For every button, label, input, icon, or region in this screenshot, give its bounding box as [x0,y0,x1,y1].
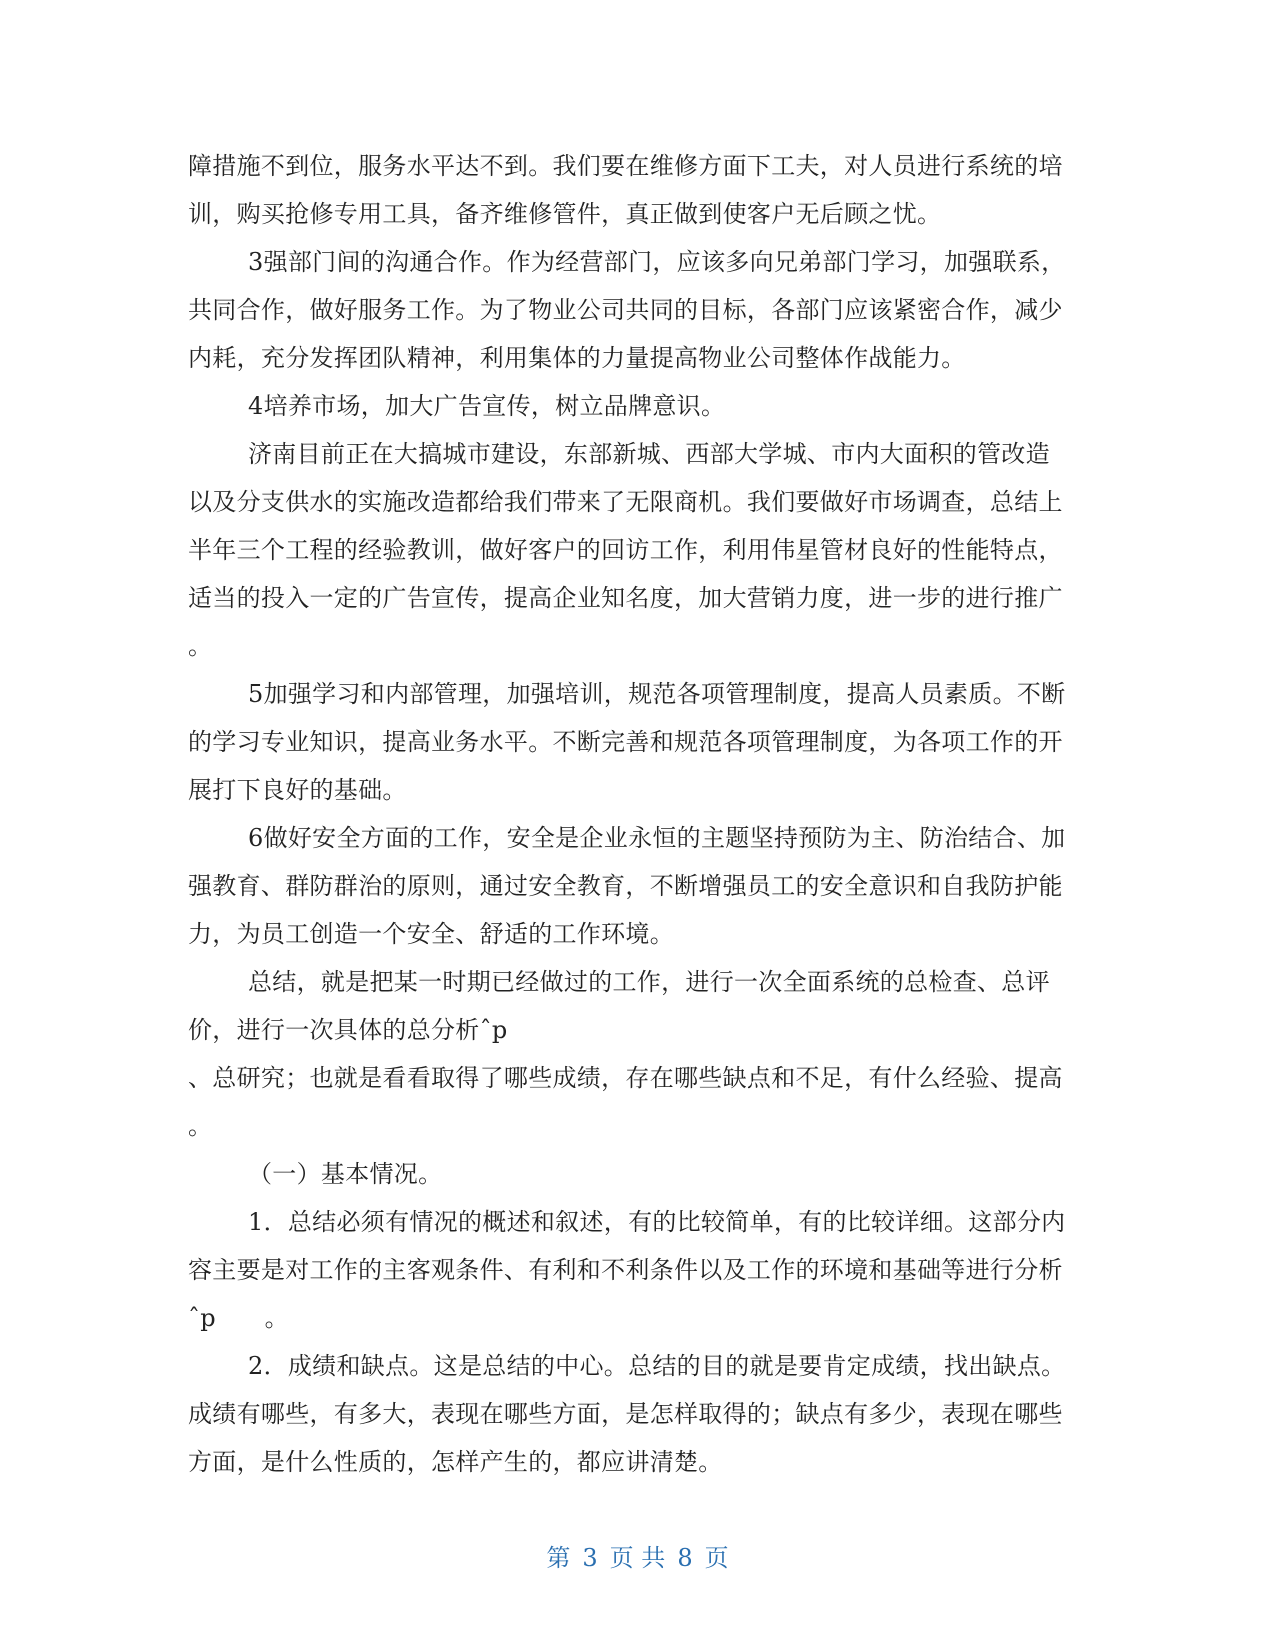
section-heading: （一）基本情况。 [248,1160,443,1188]
page-label-mid: 页 共 [609,1544,666,1572]
text-line: 共同合作，做好服务工作。为了物业公司共同的目标，各部门应该紧密合作，减少 [188,296,1063,324]
text-line: 。 [188,1112,213,1140]
text-line: ˆp 。 [188,1304,289,1332]
page-current: 3 [582,1544,598,1572]
text-line: 内耗，充分发挥团队精神，利用集体的力量提高物业公司整体作战能力。 [188,344,966,372]
text-line: 6做好安全方面的工作，安全是企业永恒的主题坚持预防为主、防治结合、加 [248,824,1066,852]
text-line: 展打下良好的基础。 [188,776,407,804]
text-line: 成绩有哪些，有多大，表现在哪些方面，是怎样取得的；缺点有多少，表现在哪些 [188,1400,1063,1428]
text-line: 价，进行一次具体的总分析ˆp [188,1016,508,1044]
text-line: 3强部门间的沟通合作。作为经营部门，应该多向兄弟部门学习，加强联系， [248,248,1066,276]
text-line: 2．成绩和缺点。这是总结的中心。总结的目的就是要肯定成绩，找出缺点。 [248,1352,1066,1380]
text-line: 济南目前正在大搞城市建设，东部新城、西部大学城、市内大面积的管改造 [248,440,1050,468]
text-line: 5加强学习和内部管理，加强培训，规范各项管理制度，提高人员素质。不断 [248,680,1066,708]
page-total: 8 [677,1544,693,1572]
text-line: 以及分支供水的实施改造都给我们带来了无限商机。我们要做好市场调查，总结上 [188,488,1063,516]
text-line: 4培养市场，加大广告宣传，树立品牌意识。 [248,392,726,420]
text-line: 、总研究；也就是看看取得了哪些成绩，存在哪些缺点和不足，有什么经验、提高 [188,1064,1063,1092]
document-body [188,142,1088,1486]
text-line: 半年三个工程的经验教训，做好客户的回访工作，利用伟星管材良好的性能特点， [188,536,1063,564]
text-line: 障措施不到位，服务水平达不到。我们要在维修方面下工夫，对人员进行系统的培 [188,152,1063,180]
text-line: 。 [188,632,213,660]
page-label-prefix: 第 [546,1544,571,1572]
text-line: 训，购买抢修专用工具，备齐维修管件，真正做到使客户无后顾之忧。 [188,200,942,228]
page-label-suffix: 页 [704,1544,729,1572]
text-line: 的学习专业知识，提高业务水平。不断完善和规范各项管理制度，为各项工作的开 [188,728,1063,756]
text-line: 力，为员工创造一个安全、舒适的工作环境。 [188,920,674,948]
text-line: 适当的投入一定的广告宣传，提高企业知名度，加大营销力度，进一步的进行推广 [188,584,1063,612]
text-line: 总结，就是把某一时期已经做过的工作，进行一次全面系统的总检查、总评 [248,968,1050,996]
text-line: 方面，是什么性质的，怎样产生的，都应讲清楚。 [188,1448,723,1476]
page-footer [0,1543,1275,1573]
text-line: 1．总结必须有情况的概述和叙述，有的比较简单，有的比较详细。这部分内 [248,1208,1066,1236]
text-line: 强教育、群防群治的原则，通过安全教育，不断增强员工的安全意识和自我防护能 [188,872,1063,900]
text-line: 容主要是对工作的主客观条件、有利和不利条件以及工作的环境和基础等进行分析 [188,1256,1063,1284]
